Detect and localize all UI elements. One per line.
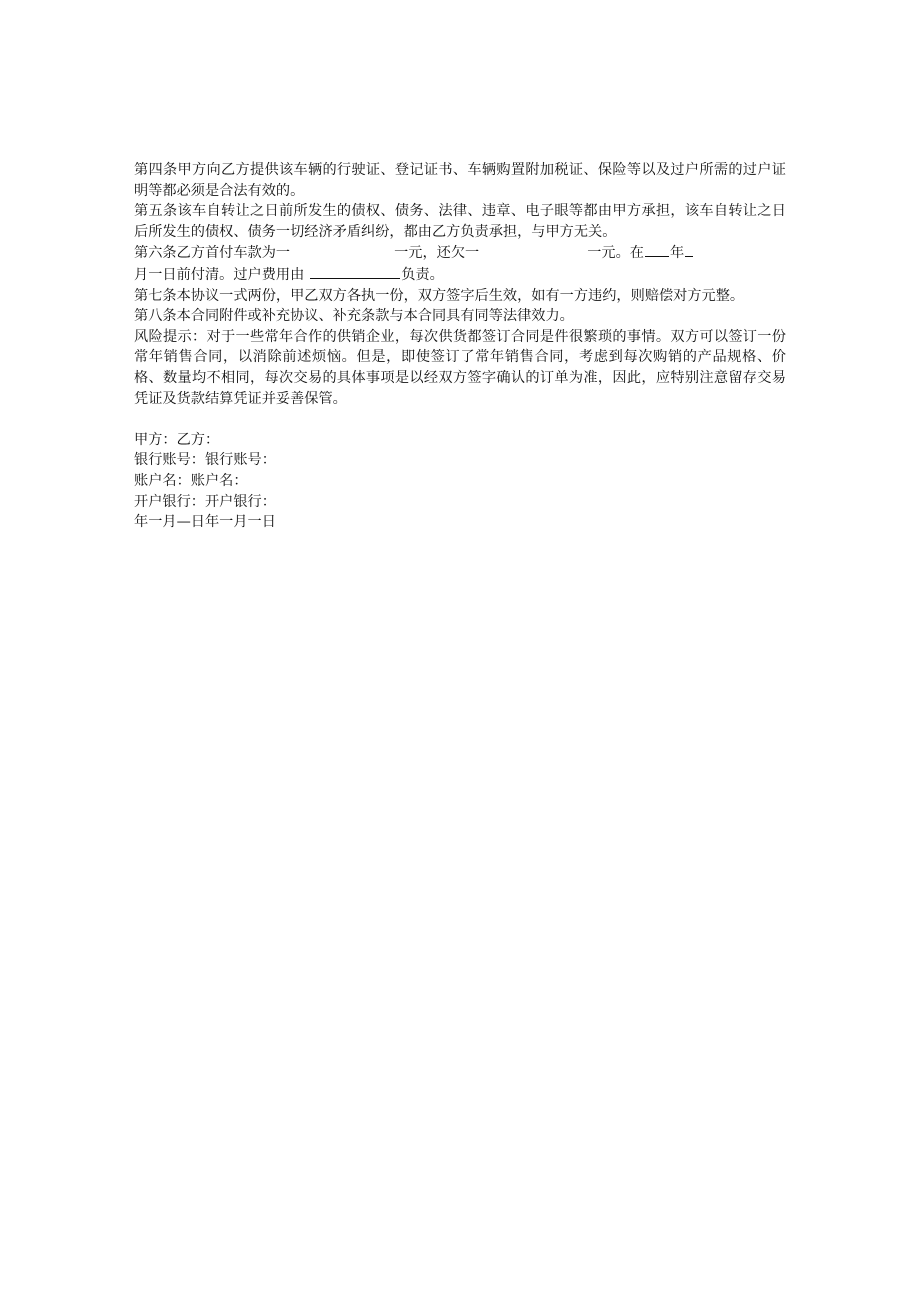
clause-7: 第七条本协议一式两份，甲乙双方各执一份，双方签字后生效，如有一方违约，则赔偿对方元整。 — [134, 287, 745, 304]
clause-4: 第四条甲方向乙方提供该车辆的行驶证、登记证书、车辆购置附加税证、保险等以及过户所需的过户证明等都必须是合法有效的。 — [134, 162, 786, 199]
blank-line — [134, 409, 786, 430]
signature-parties: 甲方：乙方： — [134, 431, 220, 448]
signature-date: 年一月—日年一月一日 — [134, 514, 276, 531]
risk-notice: 风险提示：对于一些常年合作的供销企业，每次供货都签订合同是件很繁琐的事情。双方可以签订一份常年销售合同，以消除前述烦恼。但是，即使签订了常年销售合同，考虑到每次购销的产品规格、价格、数量均不相同，每次交易的具体事项是以经双方签字确认的订单为准，因此，应特别注意留存交易凭证及货款结算凭证并妥善保管。 — [134, 328, 786, 407]
transfer-fee-payer-blank — [310, 264, 400, 279]
clause-6-part-3: 一元。在 — [587, 245, 644, 262]
signature-account-name: 账户名：账户名： — [134, 472, 248, 489]
clause-6 — [134, 242, 786, 285]
clause-6-line-2b: 负责。 — [401, 266, 444, 283]
clause-6-part-1: 第六条乙方首付车款为一 — [134, 245, 291, 262]
clause-5: 第五条该车自转让之日前所发生的债权、债务、法律、违章、电子眼等都由甲方承担，该车自转让之日后所发生的债权、债务一切经济矛盾纠纷，都由乙方负责承担，与甲方无关。 — [134, 203, 786, 240]
clause-6-part-2: 一元，还欠一 — [394, 245, 480, 262]
contract-page — [134, 160, 786, 533]
year-blank — [645, 242, 669, 257]
signature-bank: 开户银行：开户银行： — [134, 493, 276, 510]
clause-6-line-2a: 月一日前付清。过户费用由 — [134, 266, 305, 283]
clause-6-line-2 — [134, 264, 786, 286]
signature-bank-account: 银行账号：银行账号： — [134, 452, 276, 469]
clause-6-part-4: 年 — [669, 245, 685, 262]
year-tail-blank — [685, 242, 693, 257]
clause-8: 第八条本合同附件或补充协议、补充条款与本合同具有同等法律效力。 — [134, 308, 574, 325]
clause-6-line-1 — [134, 242, 786, 264]
